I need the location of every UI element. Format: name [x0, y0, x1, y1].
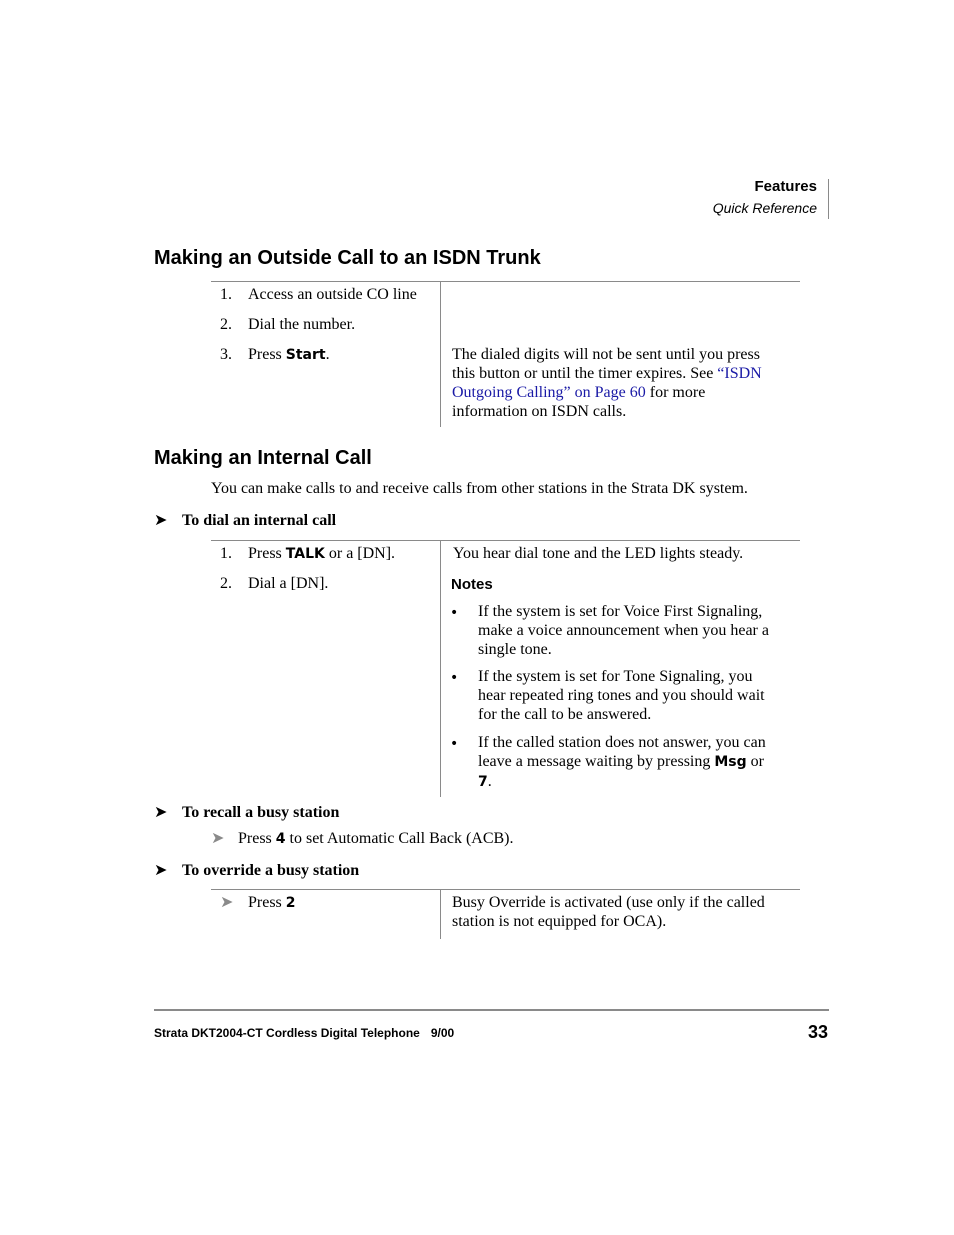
two-key: 2	[285, 895, 296, 911]
footer-date: 9/00	[430, 1026, 455, 1040]
dial-step-1	[220, 544, 396, 563]
isdn-note	[452, 345, 762, 421]
dial-result: You hear dial tone and the LED lights steady.	[453, 545, 744, 562]
talk-key: TALK	[285, 546, 325, 562]
note-text: this button or until the timer expires. See	[452, 365, 718, 382]
note-text-part: or	[746, 753, 764, 770]
procedure-heading-dial: To dial an internal call	[182, 512, 337, 529]
isdn-note-line-4: information on ISDN calls.	[452, 403, 627, 420]
footer-doc-title: Strata DKT2004-CT Cordless Digital Telephone	[154, 1026, 420, 1040]
isdn-note-line-3	[452, 383, 762, 402]
notes-label: Notes	[451, 576, 493, 593]
step-text	[248, 345, 330, 365]
step-suffix: to set Automatic Call Back (ACB).	[285, 830, 514, 847]
bullet-icon: •	[450, 670, 459, 686]
msg-key: Msg	[714, 754, 747, 770]
isdn-note-line-1: The dialed digits will not be sent until you press	[452, 346, 760, 363]
start-key: Start	[285, 347, 326, 363]
note-line	[478, 772, 766, 792]
result-line: Busy Override is activated (use only if the called	[452, 894, 765, 911]
isdn-step-3	[220, 345, 330, 364]
seven-key: 7	[478, 774, 488, 790]
step-text: Dial the number.	[248, 316, 356, 333]
procedure-arrow-icon: ➤	[154, 860, 168, 879]
note-text-part: leave a message waiting by pressing	[478, 753, 715, 770]
note-text	[478, 602, 769, 659]
step-prefix: Press	[248, 894, 286, 911]
note-text: for more	[645, 384, 706, 401]
dial-table-divider	[440, 541, 441, 797]
dial-table-top-rule	[211, 540, 800, 541]
override-table-top-rule	[211, 889, 800, 890]
step-suffix: or a [DN].	[324, 545, 396, 562]
override-result	[452, 893, 765, 931]
step-text: Access an outside CO line	[248, 286, 417, 303]
procedure-arrow-icon: ➤	[154, 510, 168, 529]
step-arrow-icon: ➤	[220, 892, 234, 911]
isdn-step-2	[220, 315, 356, 334]
step-text: Dial a [DN].	[248, 575, 329, 592]
four-key: 4	[275, 831, 286, 847]
note-line: If the called station does not answer, you can	[478, 734, 766, 751]
header-rule	[828, 179, 829, 219]
procedure-arrow-icon: ➤	[154, 802, 168, 821]
step-text	[248, 544, 395, 564]
running-header-subsection: Quick Reference	[712, 200, 817, 216]
override-table-divider	[440, 890, 441, 939]
step-prefix: Press	[248, 545, 286, 562]
running-header-section: Features	[754, 178, 817, 195]
note-line: for the call to be answered.	[478, 706, 652, 723]
note-line: single tone.	[478, 641, 552, 658]
note-line: If the system is set for Tone Signaling, you	[478, 668, 753, 685]
note-text-part: .	[487, 773, 492, 790]
procedure-heading-override: To override a busy station	[182, 862, 360, 879]
isdn-table-divider	[440, 282, 441, 427]
step-number: 1.	[220, 545, 232, 562]
procedure-heading-recall: To recall a busy station	[182, 804, 340, 821]
note-text	[478, 667, 765, 724]
step-suffix: .	[325, 346, 330, 363]
footer-rule	[154, 1009, 829, 1011]
isdn-note-line-2	[452, 364, 762, 383]
section-title-internal: Making an Internal Call	[154, 447, 372, 469]
internal-intro: You can make calls to and receive calls from other stations in the Strata DK system.	[211, 480, 748, 497]
footer-title	[154, 1026, 454, 1041]
step-number: 3.	[220, 346, 232, 363]
isdn-step-1	[220, 285, 417, 304]
step-prefix: Press	[248, 346, 286, 363]
note-line: If the system is set for Voice First Signaling,	[478, 603, 763, 620]
step-number: 2.	[220, 575, 232, 592]
bullet-icon: •	[450, 736, 459, 752]
page-number: 33	[807, 1022, 828, 1042]
note-line: make a voice announcement when you hear a	[478, 622, 769, 639]
isdn-table-top-rule	[211, 281, 800, 282]
isdn-outgoing-link-cont[interactable]: Outgoing Calling” on Page 60	[452, 384, 646, 401]
step-arrow-icon: ➤	[211, 828, 225, 847]
step-number: 2.	[220, 316, 232, 333]
result-line: station is not equipped for OCA).	[452, 913, 667, 930]
note-line: hear repeated ring tones and you should wait	[478, 687, 765, 704]
dial-step-2	[220, 574, 329, 593]
override-step	[248, 893, 296, 913]
bullet-icon: •	[450, 605, 459, 621]
section-title-isdn: Making an Outside Call to an ISDN Trunk	[154, 247, 541, 269]
note-text	[478, 733, 766, 792]
recall-step	[238, 829, 514, 849]
step-number: 1.	[220, 286, 232, 303]
step-prefix: Press	[238, 830, 276, 847]
isdn-outgoing-link[interactable]: “ISDN	[717, 365, 762, 382]
note-line	[478, 752, 766, 772]
